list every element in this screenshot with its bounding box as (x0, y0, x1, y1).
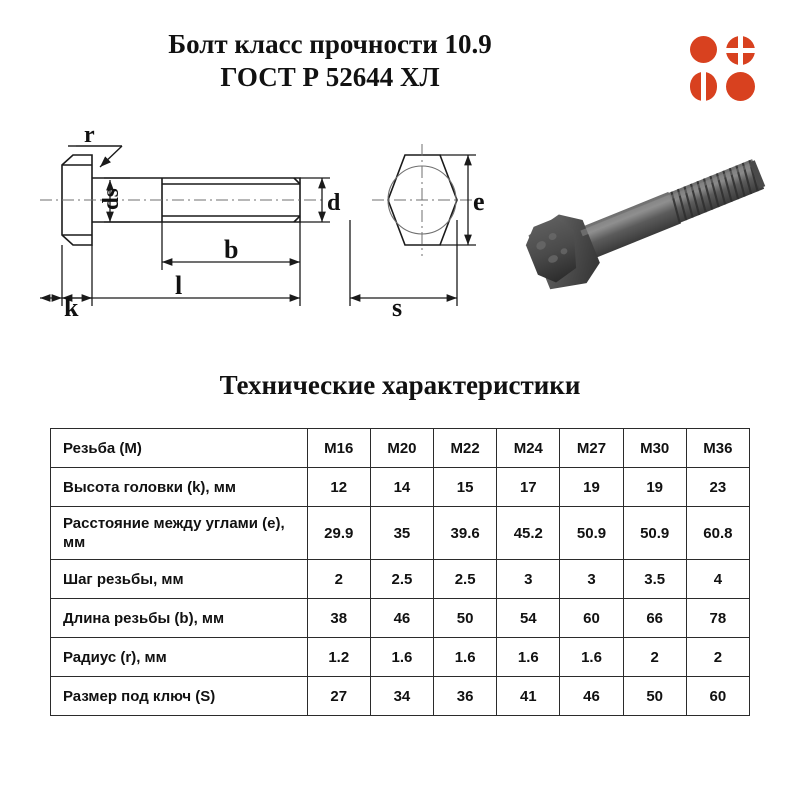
cell-value: 34 (370, 677, 433, 716)
cell-value: 54 (497, 599, 560, 638)
label-s: s (392, 293, 403, 322)
cell-value: 29.9 (307, 507, 370, 560)
company-logo-icon (690, 36, 756, 102)
cell-value: 1.2 (307, 638, 370, 677)
logo-dot-bottom-right (726, 72, 755, 101)
title-line-2: ГОСТ Р 52644 ХЛ (220, 62, 440, 92)
cell-value: 2 (307, 560, 370, 599)
cell-value: 3 (560, 560, 623, 599)
row-label: Шаг резьбы, мм (51, 560, 308, 599)
cell-value: 45.2 (497, 507, 560, 560)
table-col-header-m16: M16 (307, 429, 370, 468)
cell-value: 2.5 (370, 560, 433, 599)
cell-value: 27 (307, 677, 370, 716)
table-col-header-m22: M22 (434, 429, 497, 468)
cell-value: 39.6 (434, 507, 497, 560)
table-row (51, 507, 750, 560)
cell-value: 17 (497, 468, 560, 507)
cell-value: 66 (623, 599, 686, 638)
table-col-header-m24: M24 (497, 429, 560, 468)
cell-value: 78 (686, 599, 749, 638)
cell-value: 60.8 (686, 507, 749, 560)
section-title: Технические характеристики (219, 370, 581, 400)
row-label: Расстояние между углами (e), мм (51, 507, 308, 560)
cell-value: 50 (623, 677, 686, 716)
cell-value: 2.5 (434, 560, 497, 599)
row-label: Размер под ключ (S) (51, 677, 308, 716)
cell-value: 50.9 (623, 507, 686, 560)
cell-value: 1.6 (497, 638, 560, 677)
table-row (51, 677, 750, 716)
cell-value: 50.9 (560, 507, 623, 560)
label-b: b (224, 235, 239, 264)
cell-value: 60 (560, 599, 623, 638)
label-e: e (473, 187, 485, 216)
label-ds: ds (98, 188, 123, 210)
cell-value: 38 (307, 599, 370, 638)
cell-value: 36 (434, 677, 497, 716)
cell-value: 41 (497, 677, 560, 716)
cell-value: 15 (434, 468, 497, 507)
row-label: Радиус (r), мм (51, 638, 308, 677)
bolt-product-photo (498, 128, 788, 328)
table-col-header-m27: M27 (560, 429, 623, 468)
cell-value: 3.5 (623, 560, 686, 599)
label-d: d (327, 190, 341, 216)
row-label: Высота головки (k), мм (51, 468, 308, 507)
page-title (0, 28, 660, 94)
label-r: r (84, 122, 95, 148)
table-row (51, 599, 750, 638)
title-line-1: Болт класс прочности 10.9 (168, 29, 492, 59)
cell-value: 14 (370, 468, 433, 507)
table-header-row (51, 429, 750, 468)
logo-dot-top-left (690, 36, 717, 63)
cell-value: 23 (686, 468, 749, 507)
cell-value: 50 (434, 599, 497, 638)
label-k: k (64, 293, 79, 322)
cell-value: 2 (686, 638, 749, 677)
cell-value: 1.6 (560, 638, 623, 677)
table-col-header-m36: M36 (686, 429, 749, 468)
cell-value: 1.6 (434, 638, 497, 677)
table-col-header-thread: Резьба (M) (51, 429, 308, 468)
table-row (51, 560, 750, 599)
cell-value: 3 (497, 560, 560, 599)
cell-value: 1.6 (370, 638, 433, 677)
cell-value: 60 (686, 677, 749, 716)
cell-value: 46 (560, 677, 623, 716)
table-row (51, 468, 750, 507)
cell-value: 12 (307, 468, 370, 507)
cell-value: 4 (686, 560, 749, 599)
label-l: l (175, 271, 183, 300)
specifications-table (50, 428, 750, 716)
table-col-header-m30: M30 (623, 429, 686, 468)
cell-value: 46 (370, 599, 433, 638)
cell-value: 19 (623, 468, 686, 507)
logo-cross-vertical-2 (701, 72, 706, 102)
cell-value: 2 (623, 638, 686, 677)
table-col-header-m20: M20 (370, 429, 433, 468)
logo-cross-horizontal (726, 48, 756, 53)
row-label: Длина резьбы (b), мм (51, 599, 308, 638)
cell-value: 19 (560, 468, 623, 507)
table-row (51, 638, 750, 677)
cell-value: 35 (370, 507, 433, 560)
specs-table-wrapper (50, 428, 750, 716)
